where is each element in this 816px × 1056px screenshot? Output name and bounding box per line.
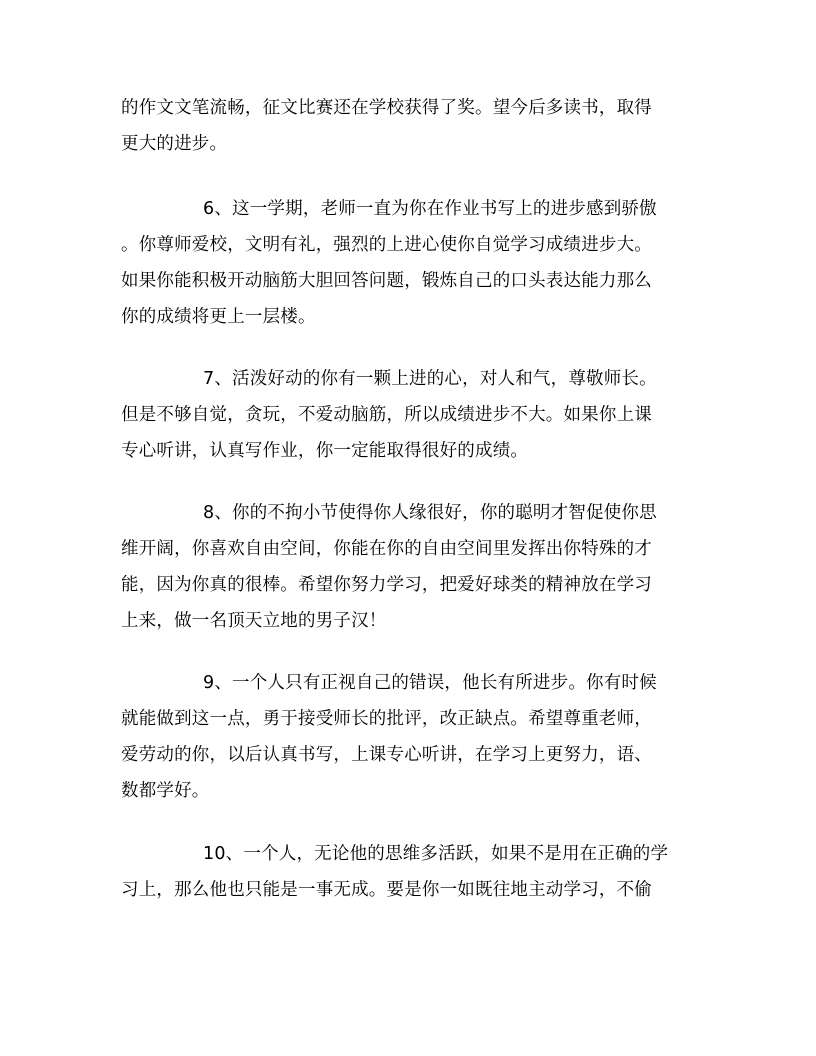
paragraph-start-7: 7、活泼好动的你有一颗上进的心，对人和气，尊敬师长。 (203, 369, 657, 389)
paragraph-start-8: 8、你的不拘小节使得你人缘很好，你的聪明才智促使你思 (203, 503, 657, 523)
paragraph-start-10: 10、一个人，无论他的思维多活跃，如果不是用在正确的学 (203, 844, 669, 864)
text-line: 上来，做一名顶天立地的男子汉！ (121, 611, 387, 631)
text-line: 习上，那么他也只能是一事无成。要是你一如既往地主动学习，不偷 (121, 880, 652, 900)
text-line: 你的成绩将更上一层楼。 (121, 307, 316, 327)
text-line: 专心听讲，认真写作业，你一定能取得很好的成绩。 (121, 441, 529, 461)
text-line: 但是不够自觉，贪玩，不爱动脑筋，所以成绩进步不大。如果你上课 (121, 405, 652, 425)
text-line: 能，因为你真的很棒。希望你努力学习，把爱好球类的精神放在学习 (121, 575, 652, 595)
text-line: 。你尊师爱校，文明有礼，强烈的上进心使你自觉学习成绩进步大。 (121, 235, 652, 255)
text-line: 维开阔，你喜欢自由空间，你能在你的自由空间里发挥出你特殊的才 (121, 539, 652, 559)
paragraph-start-9: 9、一个人只有正视自己的错误，他长有所进步。你有时候 (203, 673, 657, 693)
paragraph-start-6: 6、这一学期，老师一直为你在作业书写上的进步感到骄傲 (203, 199, 657, 219)
text-line: 更大的进步。 (121, 134, 228, 154)
text-line: 就能做到这一点，勇于接受师长的批评，改正缺点。希望尊重老师， (121, 709, 652, 729)
text-line: 爱劳动的你，以后认真书写，上课专心听讲，在学习上更努力，语、 (121, 745, 652, 765)
text-line: 数都学好。 (121, 781, 210, 801)
text-line: 的作文文笔流畅，征文比赛还在学校获得了奖。望今后多读书，取得 (121, 98, 652, 118)
text-line: 如果你能积极开动脑筋大胆回答问题，锻炼自己的口头表达能力那么 (121, 271, 652, 291)
